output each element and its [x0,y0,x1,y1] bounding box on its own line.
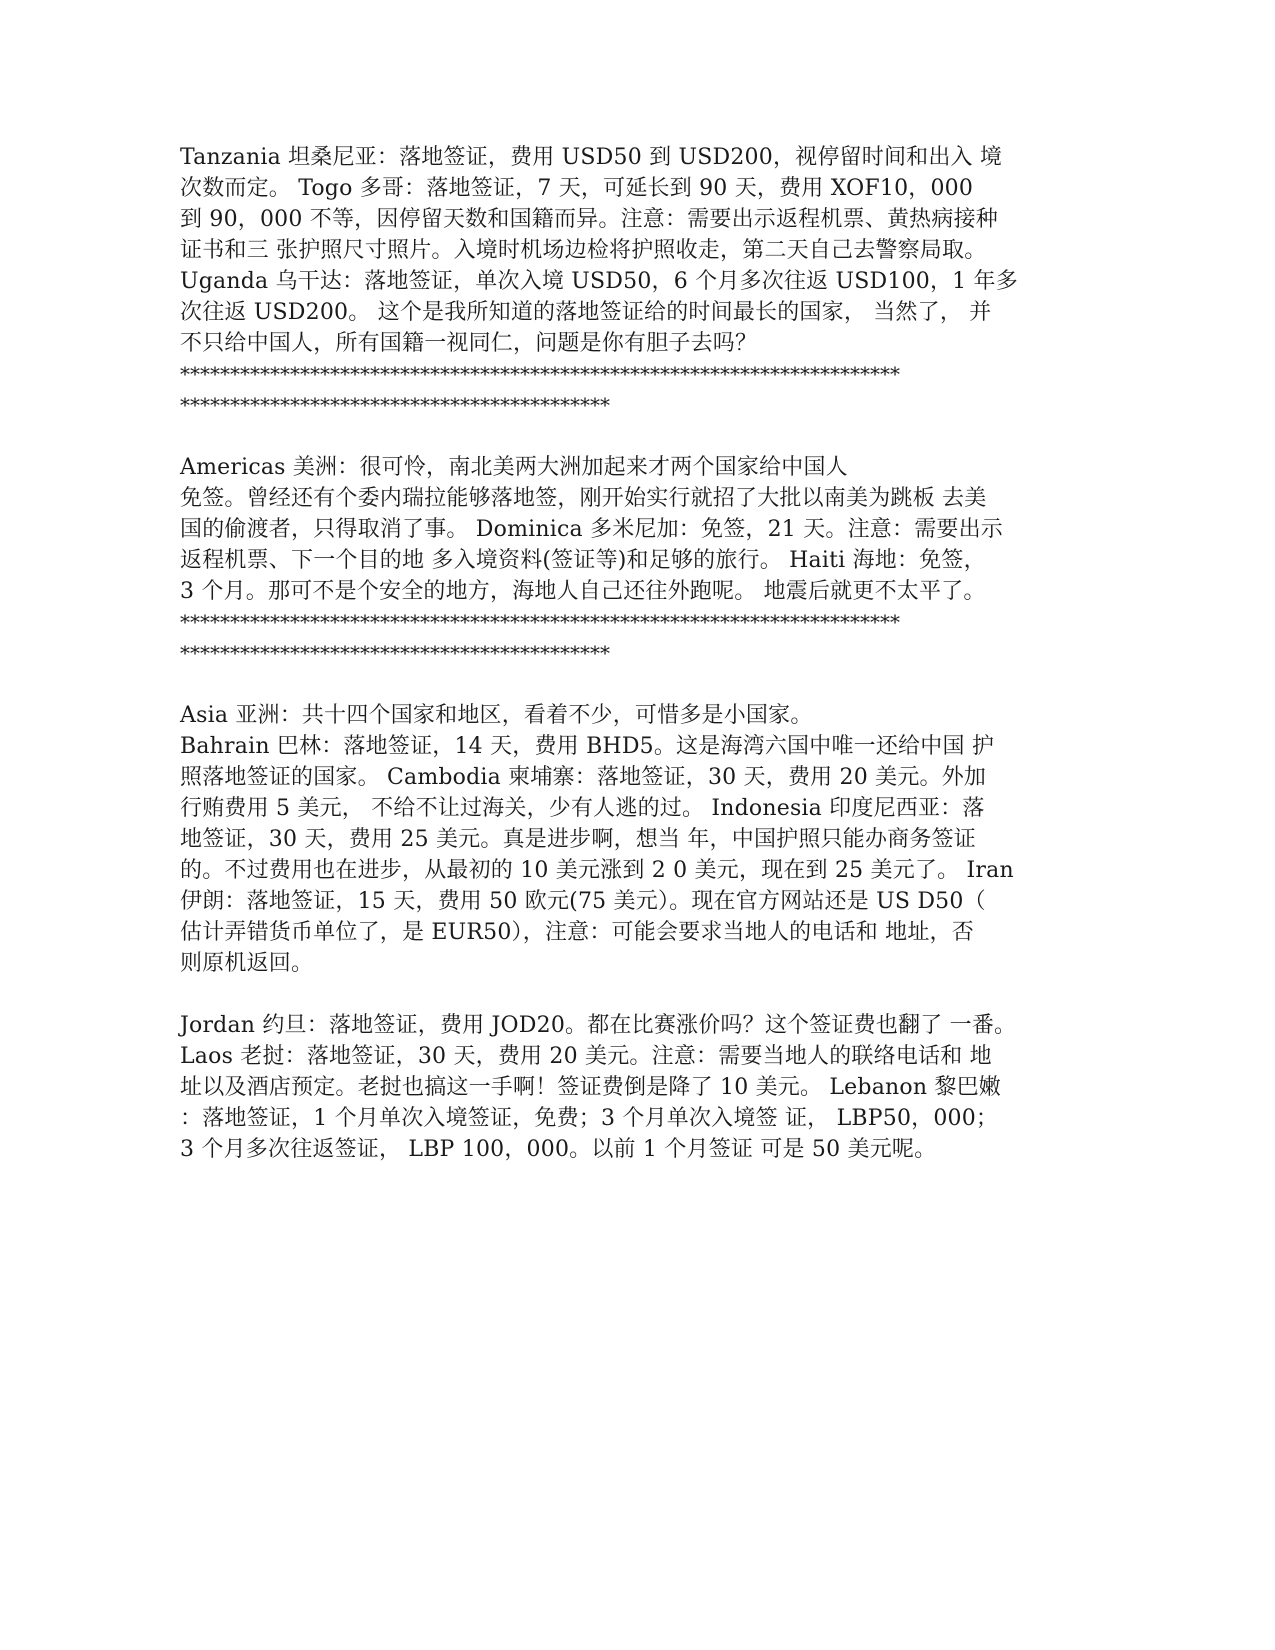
blank-line [180,669,1080,700]
text-line: ：落地签证，1 个月单次入境签证，免费；3 个月单次入境签 证， LBP50，000； [180,1106,999,1131]
text-line: 次往返 USD200。 这个是我所知道的落地签证给的时间最长的国家， 当然了， 并 [180,300,992,325]
text-line: 到 90，000 不等，因停留天数和国籍而异。注意：需要出示返程机票、黄热病接种 [180,207,998,232]
text-line: 地签证，30 天，费用 25 美元。真是进步啊，想当 年，中国护照只能办商务签证 [180,827,976,852]
text-line: Laos 老挝：落地签证，30 天，费用 20 美元。注意：需要当地人的联络电话和 地 [180,1044,992,1069]
text-line: Bahrain 巴林：落地签证，14 天，费用 BHD5。这是海湾六国中唯一还给中国 护 [180,734,995,759]
text-line: 证书和三 张护照尺寸照片。入境时机场边检将护照收走，第二天自己去警察局取。 [180,238,987,263]
document-page [180,142,1080,1165]
asterisk-separator [180,359,1080,421]
text-line: Asia 亚洲：共十四个国家和地区，看着不少，可惜多是小国家。 [180,703,813,728]
blank-line [180,421,1080,452]
paragraph-asia [180,700,1080,979]
text-line: Uganda 乌干达：落地签证，单次入境 USD50，6 个月多次往返 USD100，1 年多 [180,269,1018,294]
paragraph-jordan-laos-lebanon [180,1010,1080,1165]
text-line: 3 个月。那可不是个安全的地方，海地人自己还往外跑呢。 地震后就更不太平了。 [180,579,986,604]
text-line: 照落地签证的国家。 Cambodia 柬埔寨：落地签证，30 天，费用 20 美元。外加 [180,765,987,790]
text-line: 则原机返回。 [180,951,314,976]
text-line: 址以及酒店预定。老挝也搞这一手啊！签证费倒是降了 10 美元。 Lebanon 黎巴嫩 [180,1075,1001,1100]
text-line: Americas 美洲：很可怜，南北美两大洲加起来才两个国家给中国人 [180,455,848,480]
text-line: 行贿费用 5 美元， 不给不让过海关，少有人逃的过。 Indonesia 印度尼西亚：落 [180,796,985,821]
text-line: 不只给中国人，所有国籍一视同仁，问题是你有胆子去吗？ [180,331,758,356]
text-line: 次数而定。 Togo 多哥：落地签证，7 天，可延长到 90 天，费用 XOF10，000 [180,176,974,201]
separator-line: ************************************************************************ [180,610,900,634]
separator-line: ************************************************************************ [180,362,900,386]
text-line: 3 个月多次往返签证， LBP 100，000。以前 1 个月签证 可是 50 美元呢。 [180,1137,937,1162]
text-line: Tanzania 坦桑尼亚：落地签证，费用 USD50 到 USD200，视停留时间和出入 境 [180,145,1003,170]
text-line: 伊朗：落地签证，15 天，费用 50 欧元(75 美元）。现在官方网站还是 US D50（ [180,889,986,914]
text-line: 返程机票、下一个目的地 多入境资料(签证等)和足够的旅行。 Haiti 海地：免签， [180,548,986,573]
text-line: 估计弄错货币单位了，是 EUR50），注意：可能会要求当地人的电话和 地址，否 [180,920,974,945]
asterisk-separator [180,607,1080,669]
separator-line: ******************************************* [180,393,610,417]
paragraph-africa [180,142,1080,359]
text-line: Jordan 约旦：落地签证，费用 JOD20。都在比赛涨价吗？这个签证费也翻了 一番。 [180,1013,1017,1038]
text-line: 免签。曾经还有个委内瑞拉能够落地签，刚开始实行就招了大批以南美为跳板 去美 [180,486,987,511]
blank-line [180,979,1080,1010]
text-line: 的。不过费用也在进步，从最初的 10 美元涨到 2 0 美元，现在到 25 美元了。 Iran [180,858,1014,883]
paragraph-americas [180,452,1080,607]
separator-line: ******************************************* [180,641,610,665]
text-line: 国的偷渡者，只得取消了事。 Dominica 多米尼加：免签，21 天。注意：需要出示 [180,517,1003,542]
